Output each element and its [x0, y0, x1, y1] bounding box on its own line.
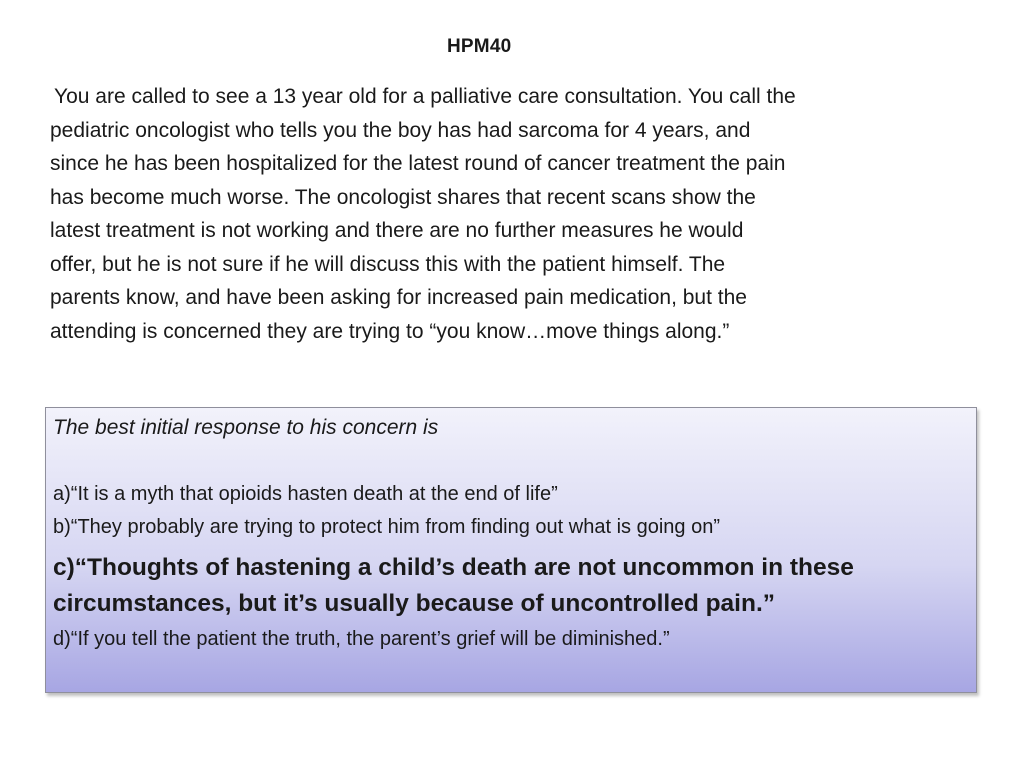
case-line: pediatric oncologist who tells you the boy has had sarcoma for 4 years, and — [50, 118, 751, 142]
answer-option-c-line: circumstances, but it’s usually because of uncontrolled pain.” — [53, 590, 776, 617]
answer-option-a: a)“It is a myth that opioids hasten death at the end of life” — [53, 483, 558, 505]
case-line: has become much worse. The oncologist shares that recent scans show the — [50, 185, 756, 209]
slide-title: HPM40 — [447, 36, 512, 57]
case-line: since he has been hospitalized for the latest round of cancer treatment the pain — [50, 152, 786, 175]
case-line: You are called to see a 13 year old for a palliative care consultation. You call the — [54, 85, 796, 108]
case-vignette — [50, 80, 970, 348]
case-line: offer, but he is not sure if he will discuss this with the patient himself. The — [50, 252, 726, 276]
answer-option-b: b)“They probably are trying to protect him from finding out what is going on” — [53, 516, 720, 538]
case-line: latest treatment is not working and there are no further measures he would — [50, 219, 744, 242]
question-box — [45, 407, 977, 693]
answer-option-c — [53, 550, 854, 622]
question-stem: The best initial response to his concern is — [53, 416, 439, 439]
case-line: attending is concerned they are trying to “you know…move things along.” — [50, 319, 730, 343]
answer-option-d: d)“If you tell the patient the truth, the parent’s grief will be diminished.” — [53, 628, 670, 650]
case-line: parents know, and have been asking for increased pain medication, but the — [50, 286, 747, 309]
answer-option-c-line: c)“Thoughts of hastening a child’s death are not uncommon in these — [53, 554, 854, 581]
